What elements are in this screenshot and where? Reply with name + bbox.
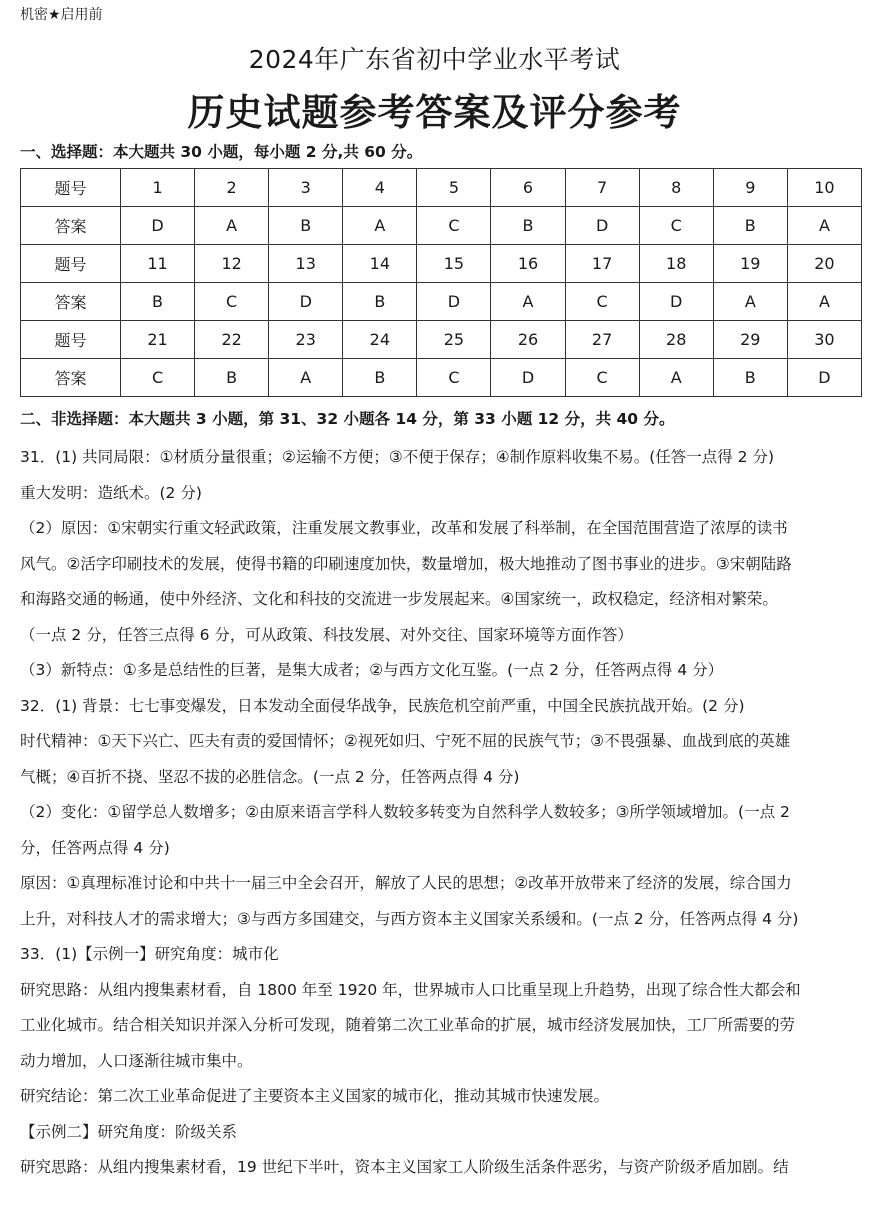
- text-line: 分，任答两点得 4 分): [20, 838, 170, 857]
- text-line: 和海路交通的畅通，使中外经济、文化和科技的交流进一步发展起来。④国家统一，政权稳定，经济相对繁荣。: [20, 590, 778, 608]
- table-cell: C: [121, 359, 195, 397]
- table-cell: C: [417, 207, 491, 245]
- table-cell: 11: [121, 245, 195, 283]
- table-row: [21, 169, 862, 207]
- table-cell: B: [491, 207, 565, 245]
- text-line: 研究结论：第二次工业革命促进了主要资本主义国家的城市化，推动其城市快速发展。: [20, 1087, 610, 1105]
- table-cell: 3: [269, 169, 343, 207]
- table-cell: 30: [787, 321, 861, 359]
- exam-title: 2024年广东省初中学业水平考试: [248, 45, 621, 74]
- text-line: 时代精神：①天下兴亡、匹夫有责的爱国情怀；②视死如归、宁死不屈的民族气节；③不畏强暴、血战到底的英雄: [20, 732, 791, 750]
- table-cell: 28: [639, 321, 713, 359]
- table-cell: 7: [565, 169, 639, 207]
- table-cell: 18: [639, 245, 713, 283]
- table-cell: 26: [491, 321, 565, 359]
- row-header-cell: 题号: [21, 321, 121, 359]
- table-cell: A: [787, 283, 861, 321]
- table-cell: 22: [195, 321, 269, 359]
- table-cell: D: [269, 283, 343, 321]
- table-cell: 5: [417, 169, 491, 207]
- table-cell: A: [787, 207, 861, 245]
- confidential-mark: 机密★启用前: [20, 7, 103, 23]
- row-header-cell: 题号: [21, 245, 121, 283]
- table-cell: 2: [195, 169, 269, 207]
- table-cell: 12: [195, 245, 269, 283]
- table-cell: 13: [269, 245, 343, 283]
- table-cell: B: [343, 283, 417, 321]
- text-line: 32．(1) 背景：七七事变爆发，日本发动全面侵华战争，民族危机空前严重，中国全民族抗战开始。(2 分): [20, 696, 745, 715]
- text-line: （3）新特点：①多是总结性的巨著，是集大成者；②与西方文化互鉴。(一点 2 分，任答两点得 4 分）: [20, 661, 724, 679]
- table-cell: B: [121, 283, 195, 321]
- table-cell: D: [491, 359, 565, 397]
- text-line: 上升，对科技人才的需求增大；③与西方多国建交，与西方资本主义国家关系缓和。(一点 2 分，任答两点得 4 分): [20, 909, 799, 928]
- table-cell: D: [121, 207, 195, 245]
- table-cell: 27: [565, 321, 639, 359]
- table-cell: C: [417, 359, 491, 397]
- table-cell: A: [491, 283, 565, 321]
- row-header-cell: 题号: [21, 169, 121, 207]
- table-cell: 8: [639, 169, 713, 207]
- table-cell: D: [417, 283, 491, 321]
- table-cell: B: [269, 207, 343, 245]
- text-line: （一点 2 分，任答三点得 6 分，可从政策、科技发展、对外交往、国家环境等方面作答）: [20, 625, 633, 644]
- table-cell: A: [343, 207, 417, 245]
- section1-heading: 一、选择题：本大题共 30 小题，每小题 2 分,共 60 分。: [20, 143, 423, 161]
- document-title: 历史试题参考答案及评分参考: [187, 91, 682, 134]
- table-cell: C: [639, 207, 713, 245]
- table-cell: C: [195, 283, 269, 321]
- table-row: [21, 245, 862, 283]
- table-cell: B: [343, 359, 417, 397]
- table-cell: 16: [491, 245, 565, 283]
- table-cell: 20: [787, 245, 861, 283]
- table-cell: C: [565, 359, 639, 397]
- table-cell: 29: [713, 321, 787, 359]
- row-header-cell: 答案: [21, 359, 121, 397]
- text-line: 33．(1)【示例一】研究角度：城市化: [20, 945, 279, 963]
- answer-text-body: [20, 440, 862, 1186]
- table-cell: 24: [343, 321, 417, 359]
- table-cell: 17: [565, 245, 639, 283]
- table-cell: C: [565, 283, 639, 321]
- table-cell: B: [195, 359, 269, 397]
- text-line: 研究思路：从组内搜集素材看，自 1800 年至 1920 年，世界城市人口比重呈现上升趋势，出现了综合性大都会和: [20, 980, 801, 999]
- table-cell: 15: [417, 245, 491, 283]
- table-cell: 9: [713, 169, 787, 207]
- text-line: （2）变化：①留学总人数增多；②由原来语言学科人数较多转变为自然科学人数较多；③所学领域增加。(一点 2: [20, 803, 790, 821]
- text-line: 原因：①真理标准讨论和中共十一届三中全会召开，解放了人民的思想；②改革开放带来了经济的发展，综合国力: [20, 874, 792, 892]
- row-header-cell: 答案: [21, 207, 121, 245]
- table-cell: 23: [269, 321, 343, 359]
- table-cell: 4: [343, 169, 417, 207]
- text-line: 风气。②活字印刷技术的发展，使得书籍的印刷速度加快，数量增加，极大地推动了图书事业的进步。③宋朝陆路: [20, 554, 792, 573]
- table-row: [21, 207, 862, 245]
- table-cell: A: [713, 283, 787, 321]
- text-line: 【示例二】研究角度：阶级关系: [20, 1122, 238, 1141]
- text-line: 动力增加，人口逐渐往城市集中。: [20, 1051, 253, 1070]
- answer-table: [20, 168, 862, 397]
- text-line: 气概；④百折不挠、坚忍不拔的必胜信念。(一点 2 分，任答两点得 4 分): [20, 767, 520, 786]
- table-cell: A: [195, 207, 269, 245]
- table-cell: 21: [121, 321, 195, 359]
- table-cell: 10: [787, 169, 861, 207]
- section2-heading: 二、非选择题：本大题共 3 小题，第 31、32 小题各 14 分，第 33 小题 12 分，共 40 分。: [20, 410, 675, 428]
- table-cell: D: [787, 359, 861, 397]
- table-cell: 14: [343, 245, 417, 283]
- table-cell: 19: [713, 245, 787, 283]
- text-line: 研究思路：从组内搜集素材看，19 世纪下半叶，资本主义国家工人阶级生活条件恶劣，与资产阶级矛盾加剧。结: [20, 1158, 789, 1176]
- table-cell: A: [269, 359, 343, 397]
- table-row: [21, 359, 862, 397]
- text-line: （2）原因：①宋朝实行重文轻武政策，注重发展文教事业，改革和发展了科举制，在全国范围营造了浓厚的读书: [20, 519, 788, 537]
- table-cell: B: [713, 207, 787, 245]
- table-cell: 1: [121, 169, 195, 207]
- text-line: 重大发明：造纸术。(2 分): [20, 483, 202, 502]
- table-cell: A: [639, 359, 713, 397]
- table-cell: D: [639, 283, 713, 321]
- table-cell: D: [565, 207, 639, 245]
- table-cell: 25: [417, 321, 491, 359]
- table-cell: 6: [491, 169, 565, 207]
- table-row: [21, 283, 862, 321]
- table-row: [21, 321, 862, 359]
- text-line: 工业化城市。结合相关知识并深入分析可发现，随着第二次工业革命的扩展，城市经济发展加快，工厂所需要的劳: [20, 1016, 796, 1034]
- table-cell: B: [713, 359, 787, 397]
- text-line: 31．(1) 共同局限：①材质分量很重；②运输不方便；③不便于保存；④制作原料收集不易。(任答一点得 2 分): [20, 448, 775, 466]
- row-header-cell: 答案: [21, 283, 121, 321]
